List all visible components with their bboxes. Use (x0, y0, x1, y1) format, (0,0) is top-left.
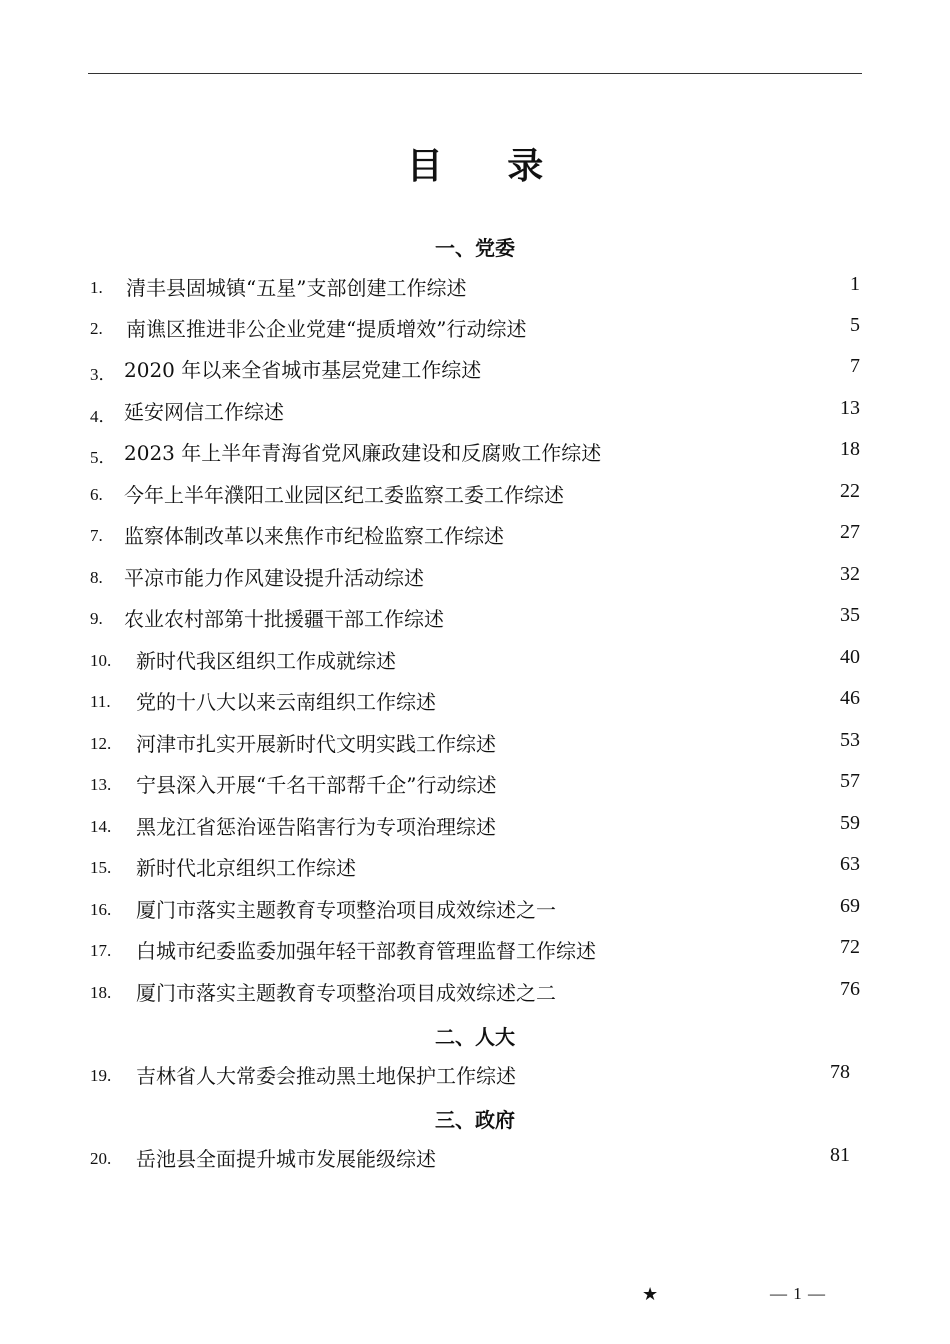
toc-item-page: 53 (840, 729, 860, 751)
toc-item[interactable] (90, 852, 860, 884)
toc-item-number: 6. (90, 485, 103, 504)
toc-item-title[interactable]: 清丰县固城镇“五星”支部创建工作综述 (126, 276, 467, 300)
toc-item-page: 7 (850, 355, 860, 377)
toc-item-title[interactable]: 新时代北京组织工作综述 (136, 856, 356, 880)
toc-item-page: 76 (840, 978, 860, 1000)
toc-item-title[interactable]: 2023 年上半年青海省党风廉政建设和反腐败工作综述 (124, 441, 602, 465)
toc-item-title[interactable]: 党的十八大以来云南组织工作综述 (136, 690, 436, 714)
toc-item[interactable] (90, 728, 860, 760)
toc-item-page: 57 (840, 770, 860, 792)
toc-item-title[interactable]: 新时代我区组织工作成就综述 (136, 649, 396, 673)
toc-item-page: 59 (840, 812, 860, 834)
toc-item[interactable] (90, 769, 860, 801)
section-heading-government: 三、政府 (435, 1108, 515, 1132)
toc-item-page: 1 (850, 273, 860, 295)
toc-item-number: 20. (90, 1149, 112, 1168)
toc-item-page: 69 (840, 895, 860, 917)
toc-item-number: 2. (90, 319, 103, 338)
toc-item-title[interactable]: 南谯区推进非公企业党建“提质增效”行动综述 (126, 317, 527, 341)
toc-item-number: 17. (90, 941, 112, 960)
toc-item-number: 1. (90, 278, 103, 297)
toc-item-page: 72 (840, 936, 860, 958)
toc-item-number: 5． (90, 448, 116, 467)
toc-item-title[interactable]: 平凉市能力作风建设提升活动综述 (124, 566, 424, 590)
toc-item[interactable] (90, 562, 860, 594)
toc-item[interactable] (90, 645, 860, 677)
section-heading-party: 一、党委 (435, 236, 515, 260)
section-heading-congress: 二、人大 (435, 1025, 515, 1049)
toc-item-title[interactable]: 吉林省人大常委会推动黑土地保护工作综述 (136, 1064, 516, 1088)
toc-item[interactable] (90, 1060, 860, 1092)
toc-item-number: 11. (90, 692, 111, 711)
toc-item-number: 18. (90, 983, 112, 1002)
page-number: — 1 — (770, 1284, 826, 1303)
toc-item-title[interactable]: 宁县深入开展“千名干部帮千企”行动综述 (136, 773, 497, 797)
toc-item-title[interactable]: 今年上半年濮阳工业园区纪工委监察工委工作综述 (124, 483, 564, 507)
toc-item[interactable] (90, 437, 860, 469)
toc-item[interactable] (90, 396, 860, 428)
toc-item-page: 40 (840, 646, 860, 668)
toc-item-title[interactable]: 监察体制改革以来焦作市纪检监察工作综述 (124, 524, 504, 548)
toc-item-number: 16. (90, 900, 112, 919)
toc-item-title[interactable]: 农业农村部第十批援疆干部工作综述 (124, 607, 444, 631)
toc-item-title[interactable]: 白城市纪委监委加强年轻干部教育管理监督工作综述 (136, 939, 596, 963)
toc-item[interactable] (90, 894, 860, 926)
toc-item-page: 63 (840, 853, 860, 875)
page-title: 目 录 (406, 146, 570, 187)
toc-item-title[interactable]: 黑龙江省惩治诬告陷害行为专项治理综述 (136, 815, 496, 839)
toc-item-title[interactable]: 厦门市落实主题教育专项整治项目成效综述之二 (136, 981, 556, 1005)
toc-item-title[interactable]: 2020 年以来全省城市基层党建工作综述 (124, 358, 482, 382)
toc-item-title[interactable]: 河津市扎实开展新时代文明实践工作综述 (136, 732, 496, 756)
toc-item[interactable] (90, 272, 860, 304)
toc-item-page: 32 (840, 563, 860, 585)
toc-item-number: 9. (90, 609, 103, 628)
toc-item-number: 15. (90, 858, 112, 877)
toc-item[interactable] (90, 520, 860, 552)
toc-item-title[interactable]: 延安网信工作综述 (124, 400, 284, 424)
toc-item-page: 13 (840, 397, 860, 419)
toc-item-title[interactable]: 厦门市落实主题教育专项整治项目成效综述之一 (136, 898, 556, 922)
toc-item-page: 22 (840, 480, 860, 502)
toc-item[interactable] (90, 354, 860, 386)
toc-item-page: 46 (840, 687, 860, 709)
toc-item-page: 78 (830, 1061, 850, 1083)
toc-item-number: 19. (90, 1066, 112, 1085)
toc-item[interactable] (90, 313, 860, 345)
toc-item[interactable] (90, 603, 860, 635)
toc-item-page: 18 (840, 438, 860, 460)
toc-item-number: 10. (90, 651, 112, 670)
toc-item-number: 14. (90, 817, 112, 836)
toc-item[interactable] (90, 686, 860, 718)
toc-item[interactable] (90, 1143, 860, 1175)
header-rule (88, 73, 862, 74)
toc-item-number: 12. (90, 734, 112, 753)
toc-item-page: 5 (850, 314, 860, 336)
toc-item-number: 8. (90, 568, 103, 587)
toc-item[interactable] (90, 935, 860, 967)
toc-item-number: 3． (90, 365, 116, 384)
toc-item[interactable] (90, 811, 860, 843)
toc-item-page: 81 (830, 1144, 850, 1166)
toc-item[interactable] (90, 479, 860, 511)
toc-item-page: 27 (840, 521, 860, 543)
toc-item-page: 35 (840, 604, 860, 626)
toc-item-number: 7. (90, 526, 103, 545)
toc-item-title[interactable]: 岳池县全面提升城市发展能级综述 (136, 1147, 436, 1171)
toc-item-number: 4． (90, 407, 116, 426)
star-icon: ★ (642, 1284, 659, 1305)
toc-item-number: 13. (90, 775, 112, 794)
toc-item[interactable] (90, 977, 860, 1009)
